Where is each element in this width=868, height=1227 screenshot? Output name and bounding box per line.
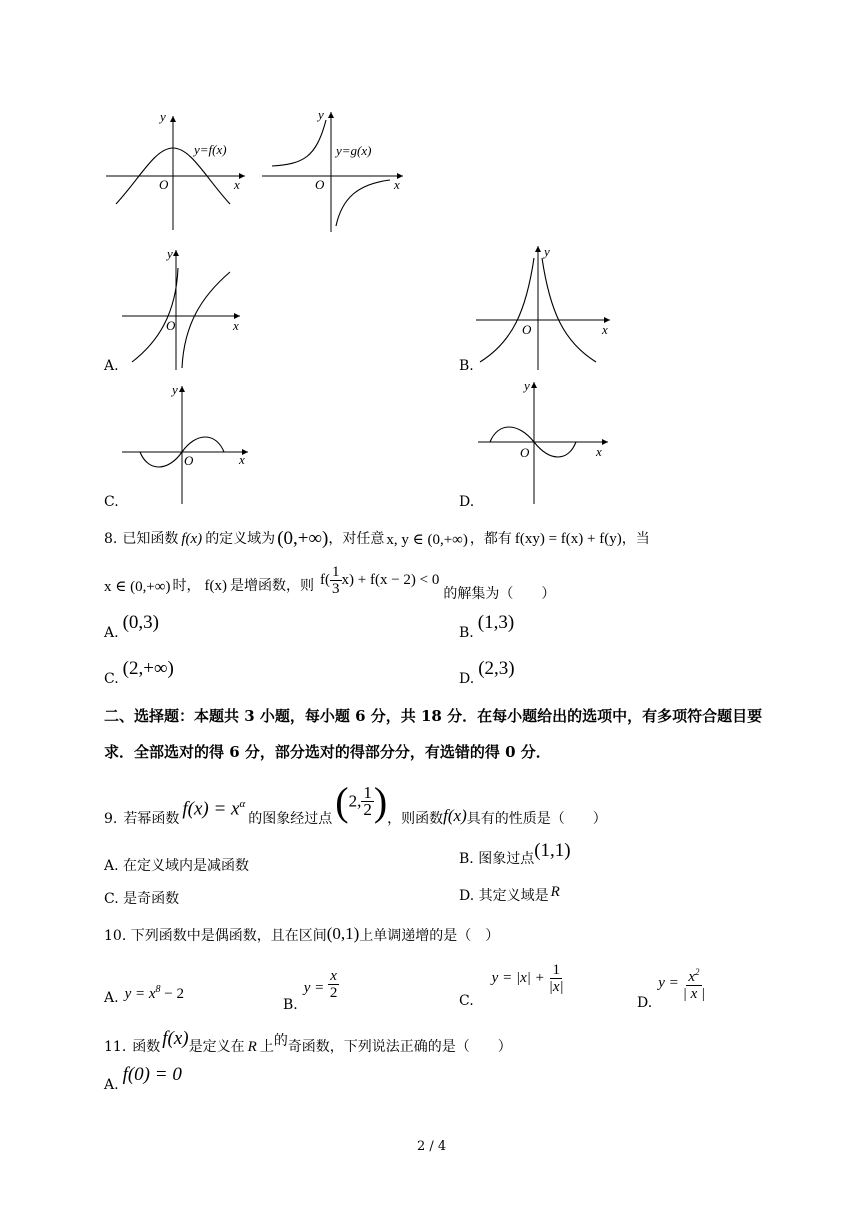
origin-label: O	[184, 453, 194, 468]
stem-text: 10. 下列函数中是偶函数，且在区间	[104, 928, 327, 944]
option-a-label[interactable]: A.	[104, 358, 119, 374]
math-functional-equation: f(xy) = f(x) + f(y)	[514, 530, 622, 547]
question-number: 9.	[104, 811, 118, 827]
math-point: (2, $\frac{1}{2}$ )	[335, 778, 388, 824]
stem-text: 若幂函数	[123, 811, 180, 827]
axis-y-label: y	[167, 246, 173, 261]
math-condition: x, y ∈ (0,+∞)	[386, 531, 468, 548]
option-value: (1,1)	[534, 840, 571, 861]
origin-label: O	[315, 177, 325, 192]
fx-curve-label: y=f(x)	[194, 142, 227, 157]
option-label: A.	[104, 1077, 119, 1093]
stem-text: 上单调递增的是（ ）	[359, 928, 500, 944]
math-fx: f(x)	[162, 1028, 189, 1049]
stem-text: ，对任意	[328, 531, 385, 547]
q8-option-b[interactable]	[459, 612, 514, 642]
stem-text: 奇函数，下列说法正确的是（ ）	[287, 1039, 512, 1055]
origin-label: O	[522, 322, 532, 337]
q10-option-b[interactable]	[283, 968, 339, 1013]
q10-option-c[interactable]	[459, 962, 564, 1009]
stem-text: ，都有	[469, 531, 512, 547]
question-number: 8.	[104, 531, 118, 547]
math-r: R	[247, 1039, 257, 1055]
q8-option-d[interactable]	[459, 658, 515, 688]
axis-y-label: y	[172, 382, 178, 397]
option-value: (0,3)	[122, 612, 159, 633]
question-9-stem	[104, 776, 607, 826]
origin-label: O	[159, 177, 169, 192]
stem-text: 时，	[172, 578, 201, 594]
graph-g-of-x	[258, 108, 418, 236]
stem-text: 上	[259, 1039, 274, 1055]
q9-option-d[interactable]	[459, 884, 560, 905]
option-fraction: $\frac{1}{|x|}$	[548, 962, 564, 995]
option-fraction: $\frac{x}{2}$	[329, 968, 338, 1001]
stem-text: 是增函数，则	[230, 578, 314, 594]
option-b-graph	[472, 242, 622, 372]
question-8-line-2	[104, 563, 556, 606]
math-fx: f(x)	[443, 806, 467, 825]
option-c-label[interactable]: C.	[104, 494, 119, 510]
stem-text: ，则函数	[387, 811, 444, 827]
q10-option-d[interactable]	[637, 964, 706, 1011]
option-text: D. 其定义域是	[459, 888, 549, 904]
stem-text: 的解集为（ ）	[443, 586, 556, 602]
q10-option-a[interactable]	[104, 984, 184, 1006]
stem-text: 的图象经过点	[248, 811, 333, 827]
axis-x-label: x	[602, 322, 608, 337]
stem-text: 函数	[132, 1039, 161, 1055]
axis-y-label: y	[544, 244, 550, 259]
section-2-heading-line-2: 求．全部选对的得 6 分，部分选对的得部分分，有选错的得 0 分．	[104, 743, 551, 761]
stem-text: 的	[273, 1033, 288, 1049]
math-condition: x ∈ (0,+∞)	[104, 578, 171, 595]
q8-option-a[interactable]	[104, 612, 159, 642]
stem-text: 是定义在	[188, 1039, 245, 1055]
q11-option-a[interactable]	[104, 1064, 182, 1094]
math-domain: (0,+∞)	[277, 528, 329, 549]
option-label: C.	[459, 992, 474, 1009]
page-number: 2 / 4	[417, 1139, 447, 1154]
axis-x-label: x	[239, 452, 245, 467]
axis-y-label: y	[160, 109, 166, 124]
option-label: C.	[104, 671, 119, 687]
option-text: B. 图象过点	[459, 851, 535, 867]
option-expression: y =	[303, 980, 325, 996]
question-8-line-1	[104, 524, 650, 554]
option-d-label[interactable]: D.	[459, 494, 475, 510]
option-value: (1,3)	[477, 612, 515, 633]
gx-curve-label: y=g(x)	[336, 143, 372, 158]
question-number: 11.	[104, 1039, 127, 1055]
q9-option-b[interactable]	[459, 840, 571, 868]
question-10-stem	[104, 925, 499, 945]
q9-option-c[interactable]: C. 是奇函数	[104, 891, 180, 907]
option-b-label[interactable]: B.	[459, 358, 474, 374]
axis-y-label: y	[318, 108, 324, 122]
stem-text: ，当	[621, 531, 650, 547]
option-d-graph	[472, 378, 622, 506]
graph-f-of-x	[100, 108, 260, 236]
stem-text: 已知函数	[122, 531, 179, 547]
stem-text: 的定义域为	[205, 531, 276, 547]
option-a-graph	[118, 244, 248, 372]
origin-label: O	[166, 318, 176, 333]
option-c-graph	[118, 380, 258, 506]
axis-x-label: x	[394, 177, 400, 192]
axis-x-label: x	[233, 318, 239, 333]
origin-label: O	[520, 445, 530, 460]
option-label: A.	[104, 990, 119, 1006]
stem-text: 具有的性质是（ ）	[466, 811, 607, 827]
option-label: A.	[104, 625, 119, 641]
axis-x-label: x	[234, 177, 240, 192]
option-label: B.	[283, 996, 298, 1013]
option-label: B.	[459, 625, 474, 641]
question-11-stem	[104, 1028, 512, 1056]
math-fx: f(x)	[204, 577, 227, 594]
option-expression: $y = x^8 - 2$	[124, 984, 184, 1002]
option-value: R	[550, 884, 560, 900]
math-inequality: f( $\frac{1}{3}$ x) + f(x − 2) < 0	[320, 563, 440, 597]
math-fx: f(x)	[181, 530, 203, 547]
section-2-heading-line-1: 二、选择题：本题共 3 小题，每小题 6 分，共 18 分．在每小题给出的选项中，有多项符合题目要	[104, 707, 763, 725]
axis-y-label: y	[524, 378, 530, 393]
option-expression: y = |x| +	[491, 970, 545, 986]
option-value: f(0) = 0	[122, 1064, 182, 1085]
math-interval: (0,1)	[326, 924, 360, 943]
option-label: D.	[637, 995, 653, 1011]
option-expression: y =	[658, 974, 679, 991]
math-power-function: $f(x) = x^\alpha$	[182, 797, 246, 820]
option-value: (2,+∞)	[122, 658, 174, 679]
q8-option-c[interactable]	[104, 658, 174, 688]
option-fraction: $\frac{x^2}{| x |}$	[683, 964, 705, 1002]
option-value: (2,3)	[478, 658, 515, 679]
option-label: D.	[459, 671, 475, 687]
axis-x-label: x	[596, 444, 602, 459]
q9-option-a[interactable]: A. 在定义域内是减函数	[104, 858, 250, 874]
